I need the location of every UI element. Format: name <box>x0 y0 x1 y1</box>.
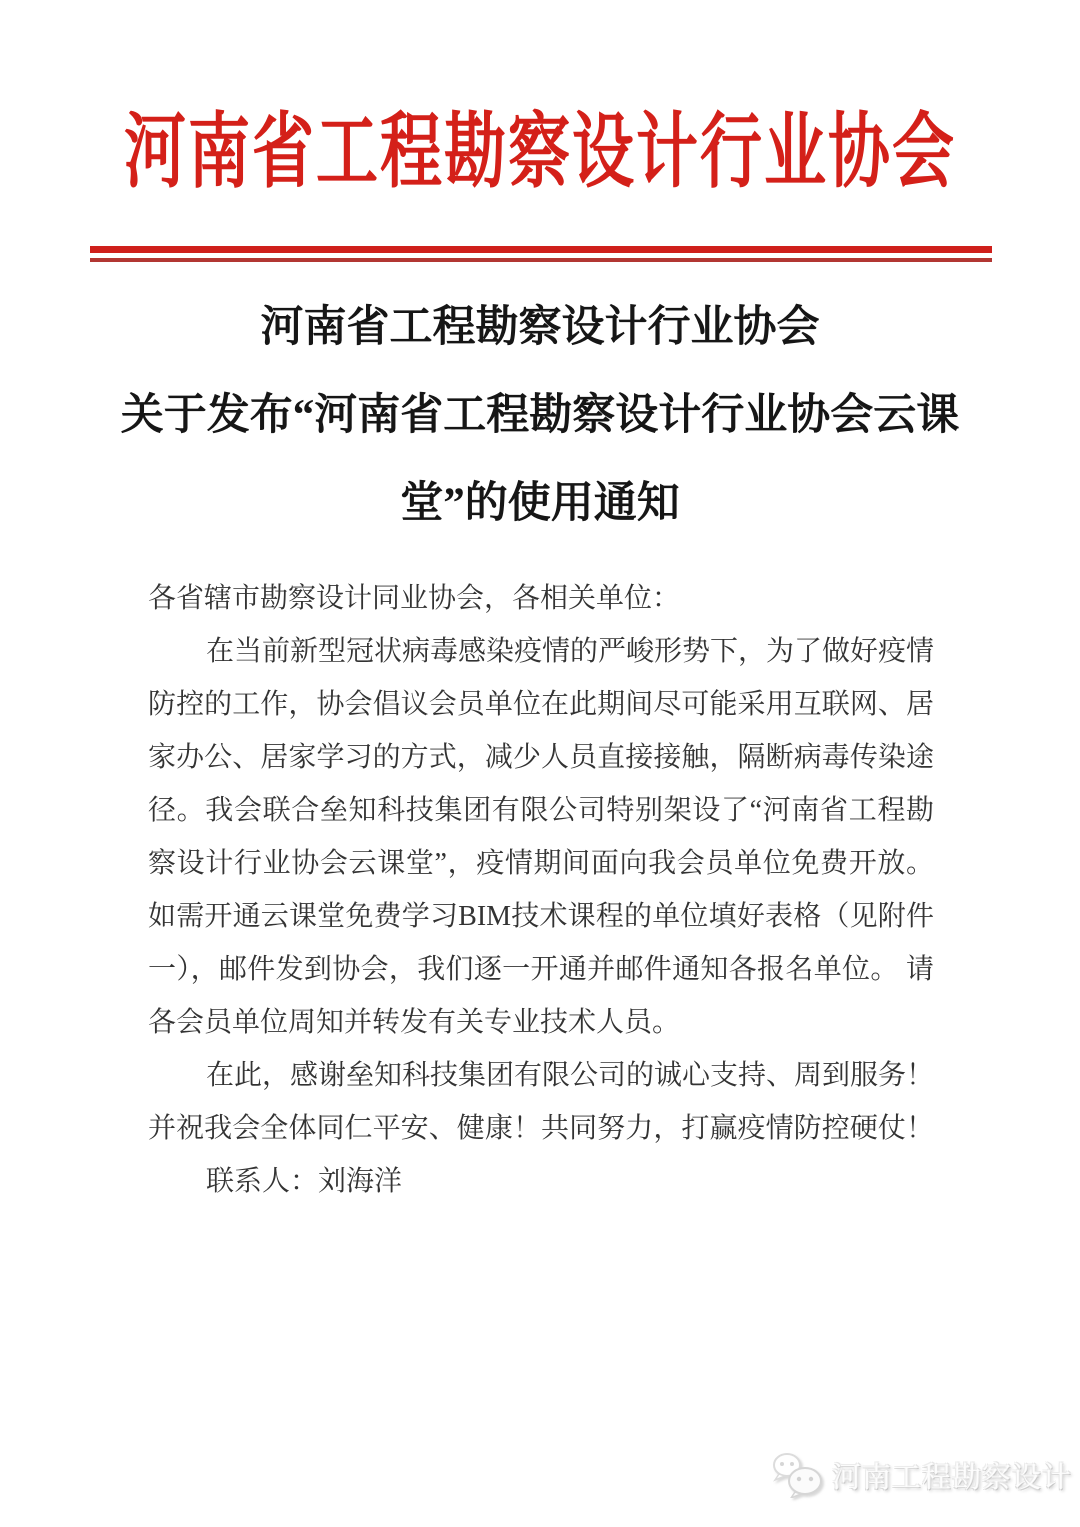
watermark-account-name: 河南工程勘察设计 <box>832 1461 1073 1494</box>
body-salutation-line: 各省辖市勘察设计同业协会，各相关单位： <box>148 583 681 614</box>
wechat-bubbles-icon <box>772 1452 826 1498</box>
notice-body <box>148 572 934 1208</box>
body-line: 并祝我会全体同仁平安、健康！共同努力，打赢疫情防控硬仗！ <box>148 1113 934 1144</box>
body-line: 在此，感谢垒知科技集团有限公司的诚心支持、周到服务！ <box>206 1060 935 1091</box>
notice-title <box>70 284 1010 548</box>
letterhead-rule-thin <box>90 258 992 262</box>
notice-title-line-3: 堂”的使用通知 <box>400 480 680 527</box>
body-line: 如需开通云课堂免费学习BIM技术课程的单位填好表格（见附件 <box>148 901 934 932</box>
notice-title-line-1: 河南省工程勘察设计行业协会 <box>260 304 820 351</box>
body-line: 察设计行业协会云课堂”，疫情期间面向我会员单位免费开放。 <box>148 848 934 879</box>
body-line: 各会员单位周知并转发有关专业技术人员。 <box>148 1007 681 1038</box>
body-line: 防控的工作，协会倡议会员单位在此期间尽可能采用互联网、居 <box>148 689 934 720</box>
body-line: 径。我会联合垒知科技集团有限公司特别架设了“河南省工程勘 <box>148 795 934 826</box>
body-line: 一），邮件发到协会，我们逐一开通并邮件通知各报名单位。 请 <box>148 954 934 985</box>
letterhead-rule-thick <box>90 246 992 253</box>
body-contact-line: 联系人：刘海洋 <box>206 1166 403 1197</box>
notice-title-line-2: 关于发布“河南省工程勘察设计行业协会云课 <box>120 392 960 439</box>
wechat-account-watermark <box>772 1452 1072 1498</box>
body-line: 在当前新型冠状病毒感染疫情的严峻形势下，为了做好疫情 <box>206 636 935 667</box>
body-line: 家办公、居家学习的方式，减少人员直接接触，隔断病毒传染途 <box>148 742 934 773</box>
letterhead-org-title: 河南省工程勘察设计行业协会 <box>123 108 956 198</box>
